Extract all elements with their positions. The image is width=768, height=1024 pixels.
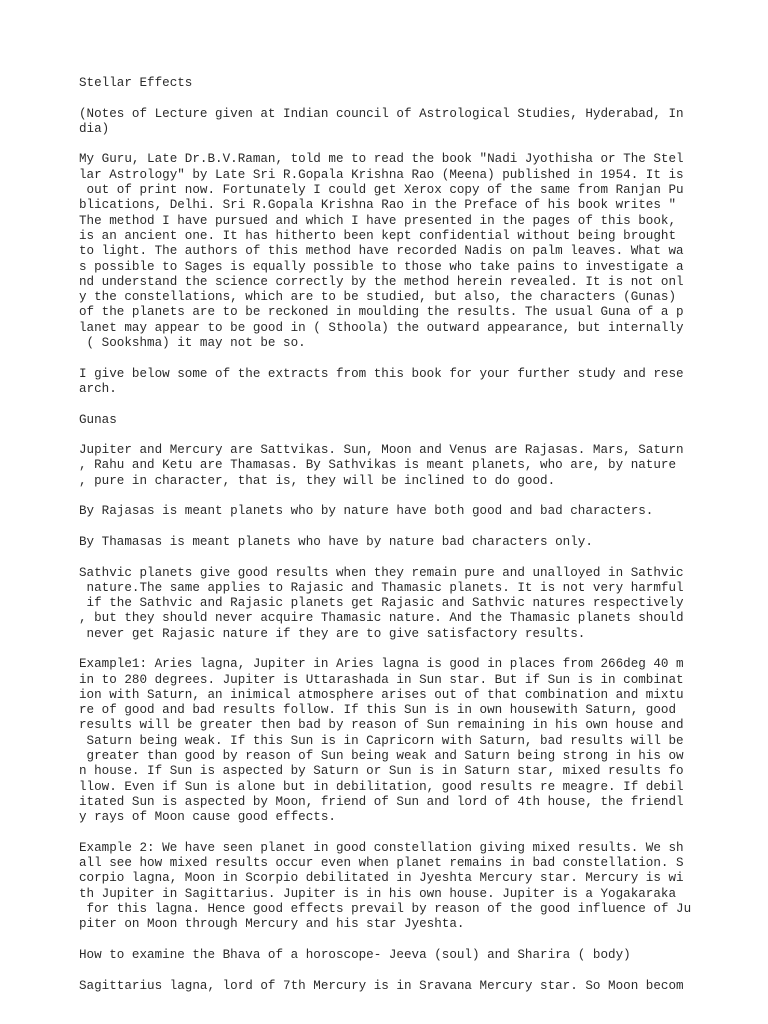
text-line: nature.The same applies to Rajasic and Thamasic planets. It is not very harmful (79, 580, 684, 595)
text-line: out of print now. Fortunately I could get Xerox copy of the same from Ranjan Pu (79, 183, 684, 198)
text-line: s possible to Sages is equally possible to those who take pains to investigate a (79, 259, 684, 274)
rajasas-paragraph (79, 504, 759, 519)
text-line: lanet may appear to be good in ( Sthoola) the outward appearance, but internally (79, 320, 684, 335)
text-line: itated Sun is aspected by Moon, friend of Sun and lord of 4th house, the friendl (79, 794, 684, 809)
extracts-paragraph (79, 367, 759, 398)
text-line: Stellar Effects (79, 76, 193, 90)
text-line: all see how mixed results occur even when planet remains in bad constellation. S (79, 856, 684, 871)
text-line: ion with Saturn, an inimical atmosphere arises out of that combination and mixtu (79, 687, 684, 702)
example1-paragraph (79, 657, 759, 825)
text-line: th Jupiter in Sagittarius. Jupiter is in his own house. Jupiter is a Yogakaraka (79, 886, 677, 901)
document-page (79, 76, 759, 1009)
gunas-definition-paragraph (79, 443, 759, 489)
example2-paragraph (79, 841, 759, 933)
text-line: n house. If Sun is aspected by Saturn or Sun is in Saturn star, mixed results fo (79, 764, 684, 779)
text-line: , Rahu and Ketu are Thamasas. By Sathvikas is meant planets, who are, by nature (79, 458, 677, 473)
text-line: for this lagna. Hence good effects prevail by reason of the good influence of Ju (79, 902, 692, 917)
text-line: Gunas (79, 412, 117, 427)
text-line: y the constellations, which are to be studied, but also, the characters (Gunas) (79, 290, 677, 305)
text-line: results will be greater then bad by reason of Sun remaining in his own house and (79, 718, 684, 733)
text-line: Example1: Aries lagna, Jupiter in Aries lagna is good in places from 266deg 40 m (79, 657, 684, 672)
text-line: lar Astrology" by Late Sri R.Gopala Krishna Rao (Meena) published in 1954. It is (79, 167, 684, 182)
text-line: ( Sookshma) it may not be so. (79, 336, 306, 351)
text-line: llow. Even if Sun is alone but in debilitation, good results re meagre. If debil (79, 779, 684, 794)
text-line: if the Sathvic and Rajasic planets get Rajasic and Sathvic natures respectively (79, 596, 684, 611)
text-line: never get Rajasic nature if they are to give satisfactory results. (79, 626, 586, 641)
text-line: to light. The authors of this method have recorded Nadis on palm leaves. What wa (79, 244, 684, 259)
text-line: in to 280 degrees. Jupiter is Uttarashada in Sun star. But if Sun is in combinat (79, 672, 684, 687)
text-line: How to examine the Bhava of a horoscope- Jeeva (soul) and Sharira ( body) (79, 947, 631, 962)
text-line: piter on Moon through Mercury and his star Jyeshta. (79, 917, 465, 932)
sathvic-paragraph (79, 566, 759, 642)
lecture-note-paragraph (79, 107, 759, 138)
text-line: Saturn being weak. If this Sun is in Capricorn with Saturn, bad results will be (79, 733, 684, 748)
text-line: arch. (79, 381, 117, 396)
gunas-heading (79, 413, 759, 428)
text-line: nd understand the science correctly by the method herein revealed. It is not onl (79, 274, 684, 289)
text-line: corpio lagna, Moon in Scorpio debilitated in Jyeshta Mercury star. Mercury is wi (79, 871, 684, 886)
text-line: greater than good by reason of Sun being weak and Saturn being strong in his ow (79, 749, 684, 764)
text-line: My Guru, Late Dr.B.V.Raman, told me to read the book "Nadi Jyothisha or The Stel (79, 152, 684, 167)
bhava-heading (79, 948, 759, 963)
text-line: , pure in character, that is, they will be inclined to do good. (79, 473, 556, 488)
text-line: of the planets are to be reckoned in moulding the results. The usual Guna of a p (79, 305, 684, 320)
text-line: , but they should never acquire Thamasic nature. And the Thamasic planets should (79, 611, 684, 626)
text-line: re of good and bad results follow. If this Sun is in own housewith Saturn, good (79, 703, 677, 718)
sagittarius-paragraph (79, 979, 759, 994)
text-line: Example 2: We have seen planet in good constellation giving mixed results. We sh (79, 840, 684, 855)
text-line: blications, Delhi. Sri R.Gopala Krishna Rao in the Preface of his book writes " (79, 198, 677, 213)
thamasas-paragraph (79, 535, 759, 550)
text-line: The method I have pursued and which I have presented in the pages of this book, (79, 213, 677, 228)
text-line: By Rajasas is meant planets who by nature have both good and bad characters. (79, 504, 654, 519)
text-line: Jupiter and Mercury are Sattvikas. Sun, Moon and Venus are Rajasas. Mars, Saturn (79, 443, 684, 458)
text-line: y rays of Moon cause good effects. (79, 810, 336, 825)
text-line: Sagittarius lagna, lord of 7th Mercury is in Sravana Mercury star. So Moon becom (79, 978, 684, 993)
text-line: Sathvic planets give good results when they remain pure and unalloyed in Sathvic (79, 565, 684, 580)
text-line: By Thamasas is meant planets who have by nature bad characters only. (79, 534, 593, 549)
text-line: dia) (79, 121, 110, 136)
text-line: I give below some of the extracts from this book for your further study and rese (79, 366, 684, 381)
intro-paragraph (79, 152, 759, 351)
text-line: (Notes of Lecture given at Indian council of Astrological Studies, Hyderabad, In (79, 106, 684, 121)
text-line: is an ancient one. It has hitherto been kept confidential without being brought (79, 228, 677, 243)
document-title (79, 76, 759, 91)
